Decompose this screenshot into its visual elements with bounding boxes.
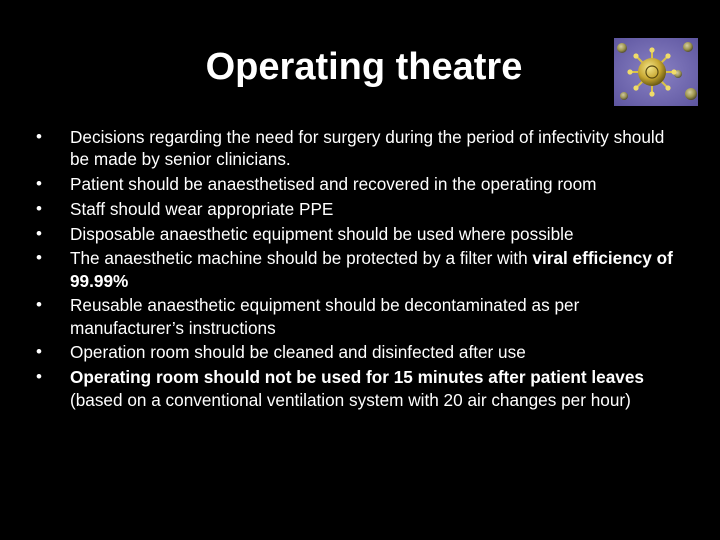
bullet-item-room-downtime: [36, 366, 686, 411]
bullet-text: Operation room should be cleaned and disinfected after use: [70, 342, 526, 363]
bullet-marker: •: [36, 295, 42, 315]
bullet-item-patient-anaesthetised: [36, 173, 686, 195]
bullet-list: [36, 126, 686, 413]
bullet-bold-text: viral efficiency of 99.99%: [70, 248, 673, 291]
bullet-marker: •: [36, 248, 42, 268]
bullet-text: Decisions regarding the need for surgery during the period of infectivity should be made by senior clinicians.: [70, 127, 665, 170]
bullet-bold-text: Operating room should not be used for 15 minutes after patient leaves: [70, 367, 644, 388]
bullet-text: Reusable anaesthetic equipment should be decontaminated as per manufacturer’s instructions: [70, 295, 580, 338]
bullet-item-room-cleaning: [36, 341, 686, 363]
bullet-marker: •: [36, 127, 42, 146]
coronavirus-micrograph-icon: [614, 38, 698, 106]
bullet-text: Patient should be anaesthetised and recovered in the operating room: [70, 174, 597, 195]
bullet-text: (based on a conventional ventilation system with 20 air changes per hour): [70, 389, 631, 410]
bullet-item-reusable-equipment: [36, 294, 686, 339]
bullet-item-staff-ppe: [36, 198, 686, 220]
bullet-item-surgery-decisions: [36, 126, 686, 171]
bullet-marker: •: [36, 342, 42, 362]
bullet-marker: •: [36, 174, 42, 194]
bullet-item-disposable-equipment: [36, 223, 686, 245]
bullet-marker: •: [36, 223, 42, 243]
bullet-text: Disposable anaesthetic equipment should be used where possible: [70, 223, 574, 244]
bullet-text: The anaesthetic machine should be protected by a filter with: [70, 248, 533, 269]
bullet-text: Staff should wear appropriate PPE: [70, 198, 334, 219]
bullet-marker: •: [36, 367, 42, 387]
bullet-marker: •: [36, 198, 42, 218]
bullet-item-machine-filter: [36, 247, 686, 292]
slide-title: Operating theatre: [205, 46, 523, 88]
